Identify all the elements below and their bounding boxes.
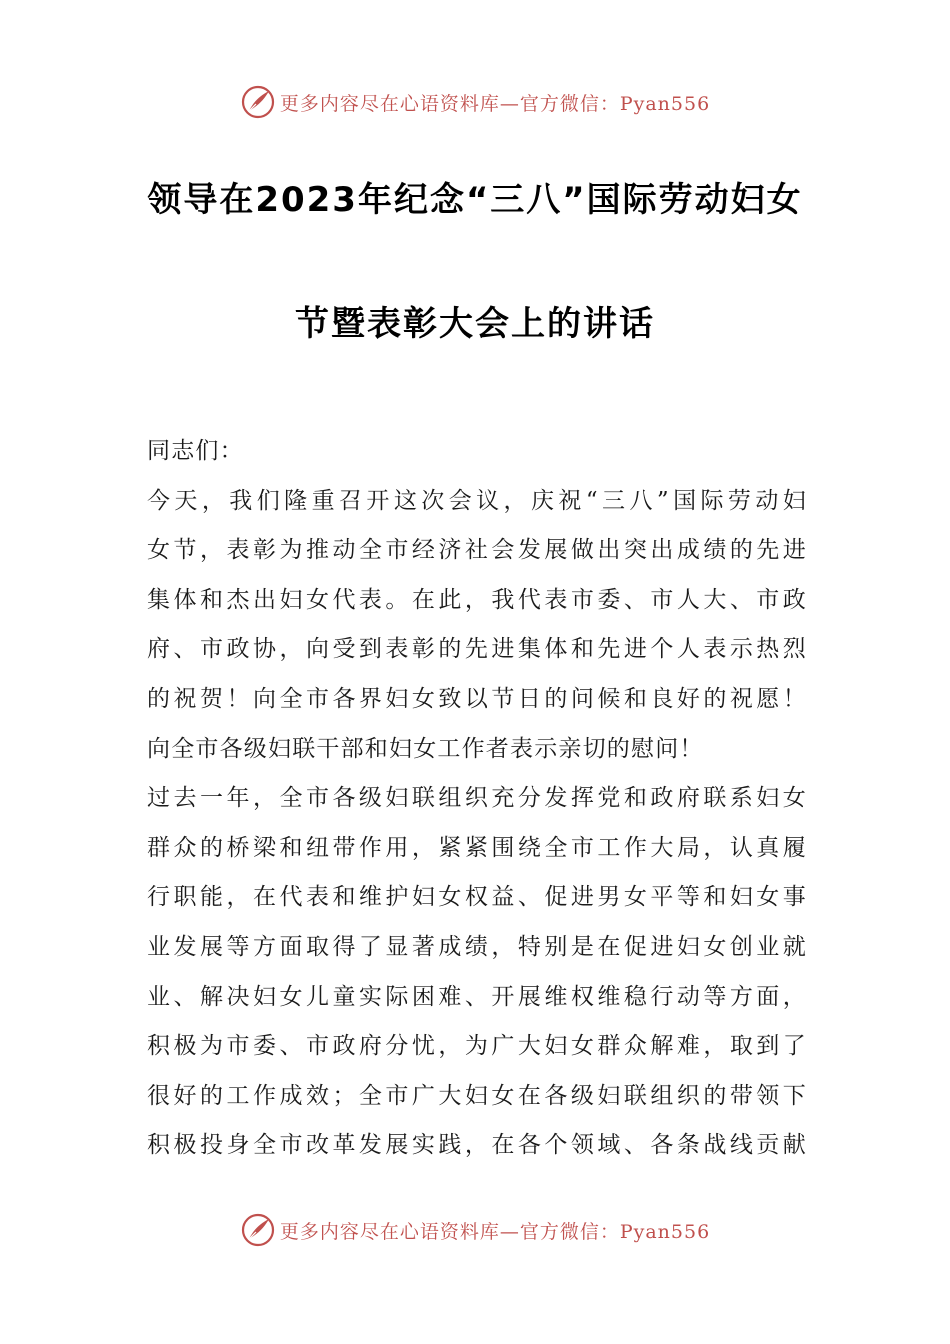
watermark-text: 更多内容尽在心语资料库—官方微信：Pyan556 <box>279 1220 711 1243</box>
body-line: 女节，表彰为推动全市经济社会发展做出突出成绩的先进 <box>147 537 807 564</box>
body-line: 过去一年，全市各级妇联组织充分发挥党和政府联系妇女 <box>147 785 807 812</box>
body-line: 的祝贺！向全市各界妇女致以节日的问候和良好的祝愿！ <box>147 685 807 712</box>
body-line: 业、解决妇女儿童实际困难、开展维权维稳行动等方面， <box>147 983 807 1010</box>
body-line: 向全市各级妇联干部和妇女工作者表示亲切的慰问！ <box>147 735 704 762</box>
body-line: 行职能，在代表和维护妇女权益、促进男女平等和妇女事 <box>147 884 807 911</box>
body-line: 今天，我们隆重召开这次会议，庆祝“三八”国际劳动妇 <box>147 487 807 514</box>
document-title-line-2: 节暨表彰大会上的讲话 <box>295 304 655 344</box>
body-line: 业发展等方面取得了显著成绩，特别是在促进妇女创业就 <box>147 933 807 960</box>
body-line: 集体和杰出妇女代表。在此，我代表市委、市人大、市政 <box>147 586 807 613</box>
body-line: 很好的工作成效；全市广大妇女在各级妇联组织的带领下 <box>147 1082 807 1109</box>
quill-logo-icon <box>240 84 276 120</box>
watermark-banner-bottom <box>0 1210 950 1250</box>
document-title-line-1: 领导在2023年纪念“三八”国际劳动妇女 <box>147 180 803 220</box>
body-line: 群众的桥梁和纽带作用，紧紧围绕全市工作大局，认真履 <box>147 834 807 861</box>
salutation: 同志们： <box>147 438 244 464</box>
watermark-banner-top <box>0 82 950 122</box>
body-line: 府、市政协，向受到表彰的先进集体和先进个人表示热烈 <box>147 636 807 663</box>
document-body <box>147 427 807 1171</box>
body-line: 积极为市委、市政府分忧，为广大妇女群众解难，取到了 <box>147 1033 807 1060</box>
body-line: 积极投身全市改革发展实践，在各个领域、各条战线贡献 <box>147 1132 807 1159</box>
watermark-text: 更多内容尽在心语资料库—官方微信：Pyan556 <box>279 92 711 115</box>
quill-logo-icon <box>240 1212 276 1248</box>
